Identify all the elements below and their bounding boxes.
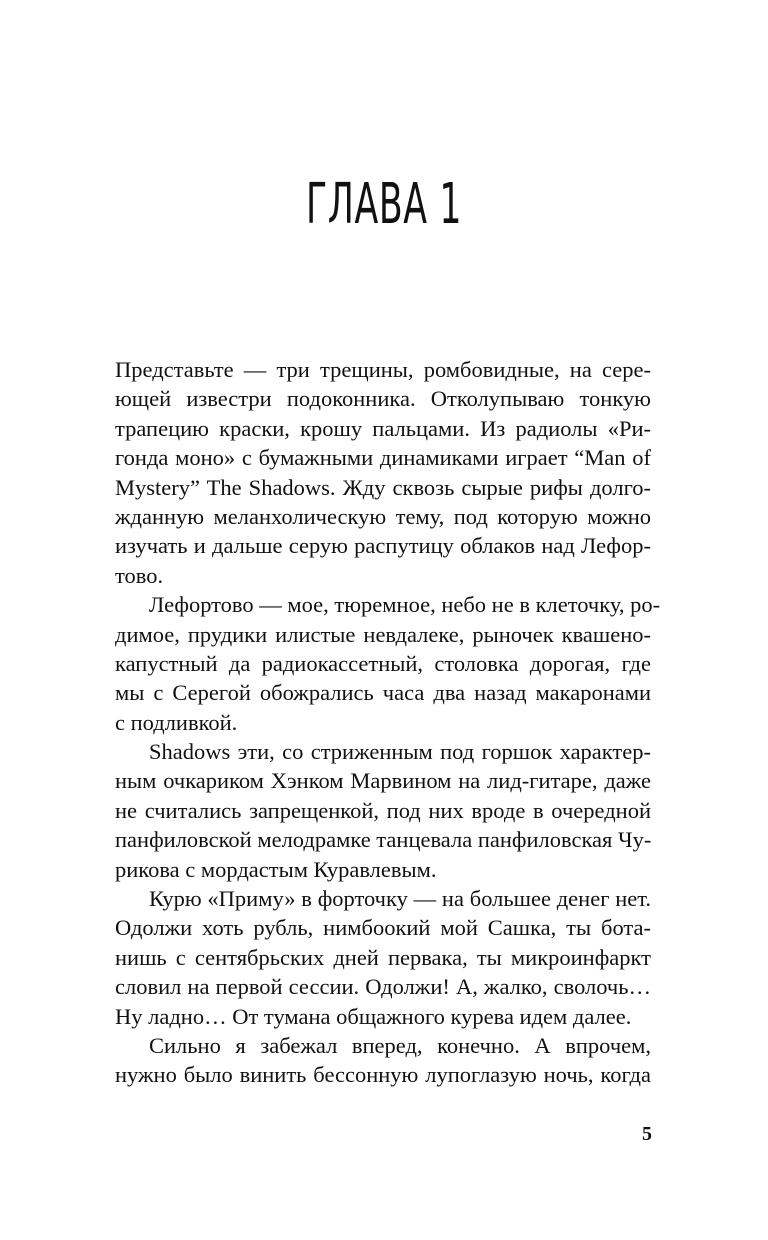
- text-line: капустный да радиокассетный, столовка дорогая, где: [115, 650, 651, 676]
- text-line: Shadows эти, со стриженным под горшок характер-: [149, 739, 651, 765]
- text-line: рикова с мордастым Куравлевым.: [115, 856, 437, 882]
- text-line: словил на первой сессии. Одолжи! А, жалко, сволочь…: [115, 974, 651, 1000]
- text-line: гонда моно» с бумажными динамиками играет “Man of: [115, 445, 651, 471]
- text-line: ным очкариком Хэнком Марвином на лид-гитаре, даже: [115, 768, 651, 794]
- chapter-title: ГЛАВА 1: [305, 172, 463, 237]
- text-line: Одолжи хоть рубль, нимбоокий мой Сашка, ты бота-: [115, 915, 651, 941]
- text-line: Сильно я забежал вперед, конечно. А впрочем,: [149, 1032, 651, 1058]
- text-line: трапецию краски, крошу пальцами. Из радиолы «Ри-: [115, 415, 651, 441]
- page-number: 5: [642, 1123, 652, 1145]
- paragraph-1: [115, 355, 651, 590]
- text-line: Ну ладно… От тумана общажного курева идем далее.: [115, 1003, 632, 1029]
- text-line: с подливкой.: [115, 709, 238, 735]
- text-line: тово.: [115, 562, 164, 588]
- text-line: изучать и дальше серую распутицу облаков над Лефор-: [115, 533, 651, 559]
- body-text: [115, 355, 661, 1090]
- paragraph-3: [115, 737, 651, 884]
- text-line: мы с Серегой обожрались часа два назад макаронами: [115, 680, 651, 706]
- paragraph-2: [115, 590, 661, 737]
- text-line: не считались запрещенкой, под них вроде в очередной: [115, 797, 651, 823]
- text-line: Представьте — три трещины, ромбовидные, на сере-: [115, 357, 651, 382]
- text-line: димое, прудики илистые невдалеке, рыночек квашено-: [115, 621, 651, 647]
- text-line: нужно было винить бессонную лупоглазую ночь, когда: [115, 1062, 651, 1088]
- text-line: ющей известри подоконника. Отколупываю тонкую: [115, 386, 651, 412]
- text-line: нишь с сентябрьских дней первака, ты микроинфаркт: [115, 944, 651, 970]
- text-line: Лефортово — мое, тюремное, небо не в клеточку, ро-: [149, 592, 661, 618]
- text-line: жданную меланхолическую тему, под которую можно: [115, 503, 651, 529]
- text-line: Mystery” The Shadows. Жду сквозь сырые рифы долго-: [115, 474, 651, 500]
- paragraph-5: [115, 1031, 651, 1090]
- text-line: панфиловской мелодрамке танцевала панфиловская Чу-: [115, 827, 652, 853]
- paragraph-4: [115, 884, 651, 1031]
- text-line: Курю «Приму» в форточку — на большее денег нет.: [149, 886, 651, 912]
